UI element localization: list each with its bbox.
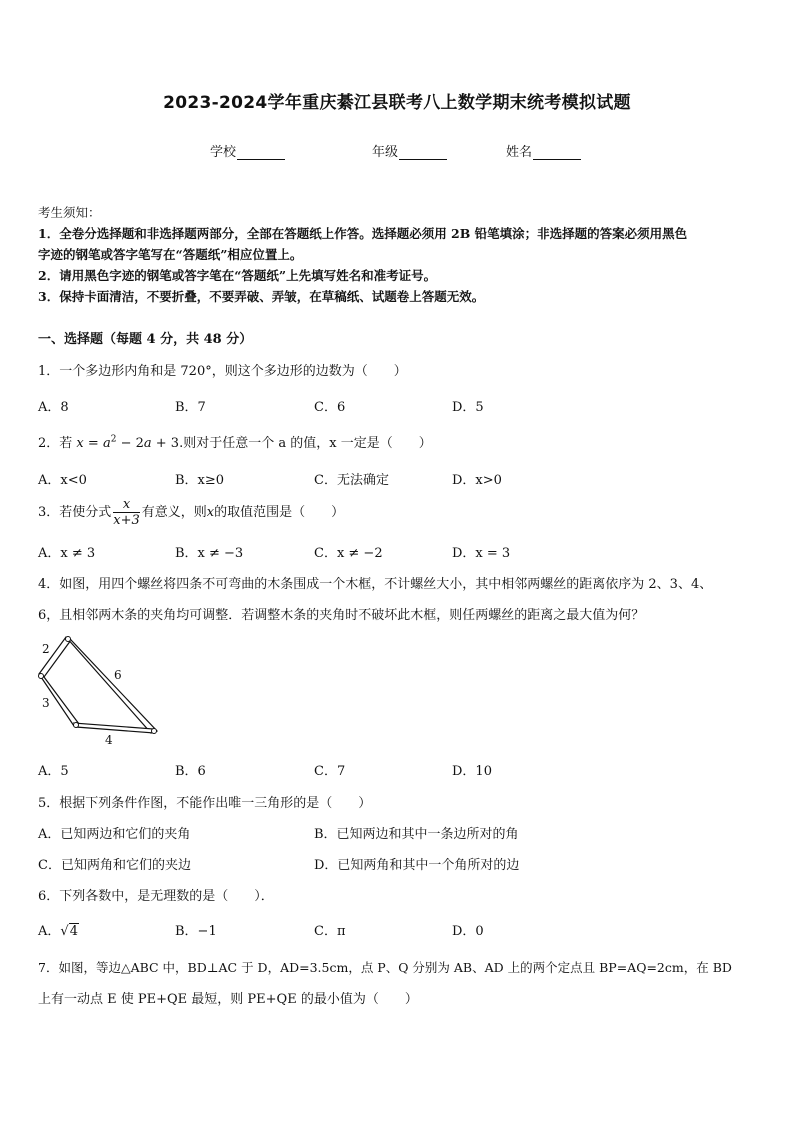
screw-left <box>39 674 44 679</box>
notice-line-1b: 字迹的钢笔或答字笔写在“答题纸”相应位置上。 <box>38 247 303 262</box>
q3-stem: 3．若使分式 $\frac{x}{x+3}$ 有意义，则x的取值范围是（ ） <box>38 497 345 528</box>
name-blank[interactable] <box>533 146 581 160</box>
grade-blank[interactable] <box>399 146 447 160</box>
q6-option-c[interactable]: C．π <box>314 924 346 939</box>
q1-option-d[interactable]: D．5 <box>452 400 484 415</box>
q6-option-d[interactable]: D．0 <box>452 924 484 939</box>
q3-option-d[interactable]: D．x = 3 <box>452 546 511 561</box>
q3-fraction: $\frac{x}{x+3}$ <box>113 497 140 528</box>
section-heading: 一、选择题（每题 4 分，共 48 分） <box>38 332 253 347</box>
q4-stem-line2: 6，且相邻两木条的夹角均可调整．若调整木条的夹角时不破坏此木框，则任两螺丝的距离之最大值为何？ <box>38 608 645 623</box>
q1-stem: 1．一个多边形内角和是 720°，则这个多边形的边数为（ ） <box>38 364 407 379</box>
q4-option-a[interactable]: A．5 <box>38 764 69 779</box>
q5-option-a[interactable]: A．已知两边和它们的夹角 <box>38 827 191 842</box>
screw-bottom-right <box>152 729 157 734</box>
q4-option-b[interactable]: B．6 <box>175 764 206 779</box>
grade-field[interactable]: 年级 <box>372 141 447 160</box>
notice-line-1a: 1．全卷分选择题和非选择题两部分，全部在答题纸上作答。选择题必须用 2B 铅笔填涂；非选择题的答案必须用黑色 <box>38 226 688 241</box>
q2-option-a[interactable]: A．x<0 <box>38 473 87 488</box>
q4-stem-line1: 4．如图，用四个螺丝将四条不可弯曲的木条围成一个木框，不计螺丝大小，其中相邻两螺丝的距离依序为 2、3、4、 <box>38 577 713 592</box>
q1-option-c[interactable]: C．6 <box>314 400 346 415</box>
q3-option-b[interactable]: B．x ≠ −3 <box>175 546 244 561</box>
q5-option-c[interactable]: C．已知两角和它们的夹边 <box>38 858 191 873</box>
notice-line-3: 3．保持卡面清洁，不要折叠，不要弄破、弄皱，在草稿纸、试题卷上答题无效。 <box>38 289 485 304</box>
q5-option-b[interactable]: B．已知两边和其中一条边所对的角 <box>314 827 519 842</box>
school-field[interactable]: 学校 <box>210 141 285 160</box>
q6-stem: 6．下列各数中，是无理数的是（ ）． <box>38 889 274 904</box>
q2-expression: $x = a^2 - 2a + 3$ <box>76 434 180 451</box>
fig-label-2: 2 <box>42 642 50 656</box>
q4-wood-frame-figure <box>30 628 170 750</box>
page-title: 2023-2024学年重庆綦江县联考八上数学期末统考模拟试题 <box>163 93 631 113</box>
q1-option-a[interactable]: A．8 <box>38 400 69 415</box>
screw-top <box>66 637 71 642</box>
q1-option-b[interactable]: B．7 <box>175 400 206 415</box>
q2-option-b[interactable]: B．x≥0 <box>175 473 225 488</box>
q6-option-a[interactable]: A．√4 <box>38 924 78 939</box>
q5-stem: 5．根据下列条件作图，不能作出唯一三角形的是（ ） <box>38 796 372 811</box>
q7-stem-line2: 上有一动点 E 使 PE+QE 最短，则 PE+QE 的最小值为（ ） <box>38 992 418 1007</box>
q4-option-d[interactable]: D．10 <box>452 764 492 779</box>
screw-bottom-left <box>74 723 79 728</box>
q3-option-c[interactable]: C．x ≠ −2 <box>314 546 383 561</box>
frame-side-6 <box>66 637 157 733</box>
notice-heading: 考生须知： <box>38 205 101 220</box>
school-blank[interactable] <box>237 146 285 160</box>
q2-stem: 2．若 $x = a^2 - 2a + 3$.则对于任意一个 a 的值，x 一定是（ ） <box>38 434 432 451</box>
q7-stem-line1: 7．如图，等边△ABC 中，BD⊥AC 于 D，AD=3.5cm，点 P、Q 分别为 AB、AD 上的两个定点且 BP=AQ=2cm，在 BD <box>38 960 732 975</box>
q6-option-b[interactable]: B．−1 <box>175 924 217 939</box>
sqrt-symbol: √ <box>60 924 69 939</box>
name-field[interactable]: 姓名 <box>506 141 581 160</box>
student-info-row <box>0 141 794 161</box>
q2-option-d[interactable]: D．x>0 <box>452 473 502 488</box>
q2-option-c[interactable]: C．无法确定 <box>314 473 389 488</box>
fig-label-6: 6 <box>114 668 122 682</box>
q4-option-c[interactable]: C．7 <box>314 764 346 779</box>
q3-option-a[interactable]: A．x ≠ 3 <box>38 546 96 561</box>
frame-side-4 <box>74 723 154 733</box>
fig-label-3: 3 <box>42 696 50 710</box>
notice-line-2: 2．请用黑色字迹的钢笔或答字笔在“答题纸”上先填写姓名和准考证号。 <box>38 268 437 283</box>
fig-label-4: 4 <box>105 733 113 747</box>
q5-option-d[interactable]: D．已知两角和其中一个角所对的边 <box>314 858 520 873</box>
